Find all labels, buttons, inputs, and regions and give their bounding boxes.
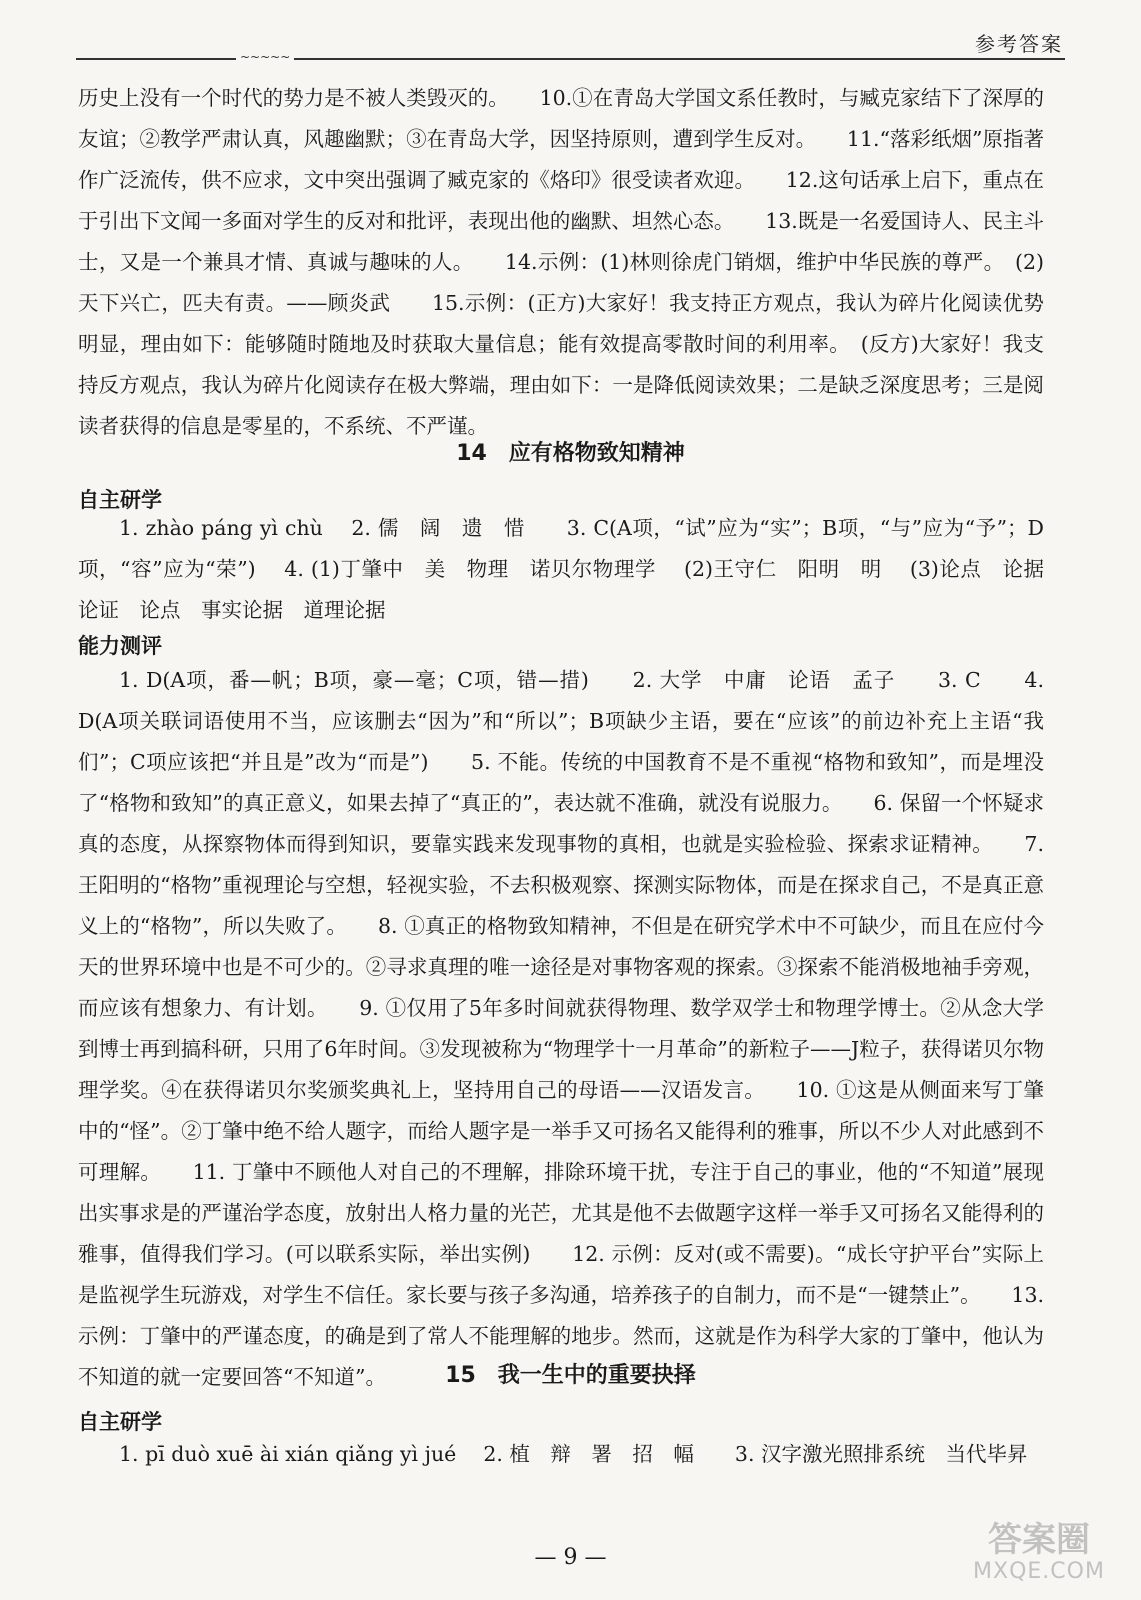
section-heading: 自主研学 <box>78 488 162 512</box>
watermark-url: MXQE.COM <box>973 1558 1105 1584</box>
answers-text: 1. pī duò xuē ài xián qiǎng yì jué 2. 植 辩 署 招 幅 3. 汉字激光照排系统 当代毕昇 <box>119 1442 1028 1466</box>
section-title-14: 14 应有格物致知精神 <box>456 441 685 466</box>
answers-block <box>78 660 1044 1398</box>
header-label: 参考答案 <box>975 32 1063 56</box>
section-heading: 能力测评 <box>78 634 162 658</box>
section-heading: 自主研学 <box>78 1410 162 1434</box>
section-title-15: 15 我一生中的重要抉择 <box>445 1363 696 1388</box>
header-ornament: ~~~~~ <box>236 50 294 64</box>
answers-block <box>78 508 1065 631</box>
header-rule <box>76 58 1065 60</box>
answers-text: 1. zhào páng yì chù 2. 儒 阔 遗 惜 3. C(A项，“试”应为“实”；B项，“与”应为“予”；D项，“容”应为“荣”) 4. (1)丁肇中 美 物理 诺贝尔物理学 (2)王守仁 阳明 明 (3)论点 论据 论证 论点 事实论据 道理论据 <box>78 516 1065 622</box>
watermark-logo <box>949 1512 1129 1592</box>
answers-text: 1. D(A项，番—帆；B项，豪—毫；C项，错—措) 2. 大学 中庸 论语 孟子 3. C 4. D(A项关联词语使用不当，应该删去“因为”和“所以”；B项缺少主语，要在“应该”的前边补充上主语“我们”；C项应该把“并且是”改为“而是”) 5. 不能。传统的中国教育不是不重视“格物和致知”，而是埋没了“格物和致知”的真正意义，如果去掉了“真正的”，表达就不准确，就没有说服力。 6. 保留一个怀疑求真的态度，从探察物体而得到知识，要靠实践来发现事物的真相，也就是实验检验、探索求证精神。 7. 王阳明的“格物”重视理论与空想，轻视实验，不去积极观察、探测实际物体，而是在探求自己，不是真正意义上的“格物”，所以失败了。 8. ①真正的格物致知精神，不但是在研究学术中不可缺少，而且在应付今天的世界环境中也是不可少的。②寻求真理的唯一途径是对事物客观的探索。③探索不能消极地袖手旁观，而应该有想象力、有计划。 9. ①仅用了5年多时间就获得物理、数学双学士和物理学博士。②从念大学到博士再到搞科研，只用了6年时间。③发现被称为“物理学十一月革命”的新粒子——J粒子，获得诺贝尔物理学奖。④在获得诺贝尔奖颁奖典礼上，坚持用自己的母语——汉语发言。 10. ①这是从侧面来写丁肇中的“怪”。②丁肇中绝不给人题字，而给人题字是一举手又可扬名又能得利的雅事，所以不少人对此感到不可理解。 11. 丁肇中不顾他人对自己的不理解，排除环境干扰，专注于自己的事业，他的“不知道”展现出实事求是的严谨治学态度，放射出人格力量的光芒，尤其是他不去做题字这样一举手又可扬名又能得利的雅事，值得我们学习。(可以联系实际，举出实例) 12. 示例：反对(或不需要)。“成长守护平台”实际上是监视学生玩游戏，对学生不信任。家长要与孩子多沟通，培养孩子的自制力，而不是“一键禁止”。 13. 示例：丁肇中的严谨态度，的确是到了常人不能理解的地步。然而，这就是作为科学大家的丁肇中，他认为不知道的就一定要回答“不知道”。 <box>78 668 1044 1389</box>
page-number: — 9 — <box>534 1545 607 1570</box>
watermark-text: 答案圈 <box>988 1519 1090 1560</box>
answers-block <box>78 1434 1044 1475</box>
answers-text: 历史上没有一个时代的势力是不被人类毁灭的。 10.①在青岛大学国文系任教时，与臧克家结下了深厚的友谊；②教学严肃认真，风趣幽默；③在青岛大学，因坚持原则，遭到学生反对。 11.“落彩纸烟”原指著作广泛流传，供不应求，文中突出强调了臧克家的《烙印》很受读者欢迎。 12.这句话承上启下，重点在于引出下文闻一多面对学生的反对和批评，表现出他的幽默、坦然心态。 13.既是一名爱国诗人、民主斗士，又是一个兼具才情、真诚与趣味的人。 14.示例：(1)林则徐虎门销烟，维护中华民族的尊严。 (2)天下兴亡，匹夫有责。——顾炎武 15.示例：(正方)大家好！我支持正方观点，我认为碎片化阅读优势明显，理由如下：能够随时随地及时获取大量信息；能有效提高零散时间的利用率。 (反方)大家好！我支持反方观点，我认为碎片化阅读存在极大弊端，理由如下：一是降低阅读效果；二是缺乏深度思考；三是阅读者获得的信息是零星的，不系统、不严谨。 <box>78 86 1044 438</box>
answers-block-13 <box>78 78 1044 447</box>
